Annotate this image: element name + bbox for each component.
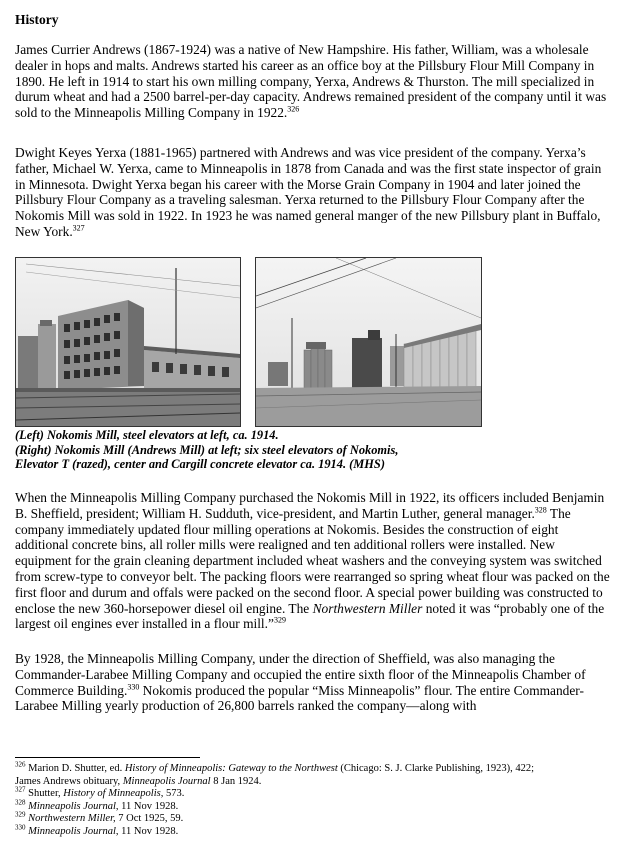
footnote-ref: 330 [127, 682, 140, 692]
footnote-text: 8 Jan 1924. [210, 775, 262, 787]
footnote-text: , 11 Nov 1928. [115, 800, 179, 812]
footnote-divider [15, 757, 200, 758]
paragraph-text: James Currier Andrews (1867-1924) was a native of New Hampshire. His father, William, was a wholesale dealer in hops and malts. Andrews started his career as an office boy at the Pillsbury Flour Mill Company in 1890. He left in 1914 to start his own milling company, Yerxa, Andrews & Thurston. The mill specialized in durum wheat and had a 2500 barrel-per-day capacity. Andrews remained president of the company until it was sold to the Minneapolis Milling Company in 1922. [15, 42, 607, 121]
footnote-title: Northwestern Miller, [28, 813, 116, 825]
footnote-number: 329 [15, 810, 26, 819]
footnote-text: , 11 Nov 1928. [115, 825, 179, 837]
footnote-text: (Chicago: S. J. Clarke Publishing, 1923), 422; [337, 763, 535, 774]
footnote-title: Minneapolis Journal [28, 800, 116, 812]
paragraph-minneapolis-milling [15, 490, 613, 632]
footnote [15, 798, 615, 814]
paragraph-text: The company immediately updated flour milling operations at Nokomis. Besides the construction of eight additional concrete bins, all roller mills were realigned and ten additional rollers were installed. New equipment for the grain cleaning department included wheat washers and the conveying system was switched from screw-type to conveyor belt. The packing floors were rearranged so spring wheat flour was packed on the first floor and durum and offals were packed on the second floor. A special power building was constructed to enclose the new 360-horsepower diesel oil engine. The [15, 505, 610, 616]
footnote [15, 760, 615, 776]
photo-nokomis-mill-left [15, 257, 241, 427]
footnote [15, 776, 615, 789]
footnote-ref: 328 [534, 505, 547, 515]
footnote-ref: 327 [72, 223, 85, 233]
footnote-number: 330 [15, 823, 26, 832]
footnote-ref: 329 [273, 615, 286, 625]
paragraph-text: When the Minneapolis Milling Company purchased the Nokomis Mill in 1922, its officers included Benjamin B. Sheffield, president; William H. Sudduth, vice-president, and Martin Luther, general manager. [15, 490, 605, 521]
paragraph-text: Nokomis produced the popular “Miss Minneapolis” flour. The entire Commander-Larabee Milling yearly production of 26,800 barrels ranked the company—along with [15, 682, 584, 714]
caption-line: Elevator T (razed), center and Cargill concrete elevator ca. 1914. (MHS) [15, 457, 385, 471]
footnote-text: Shutter, [25, 788, 64, 800]
footnote-number: 326 [15, 760, 26, 769]
footnote-number: 327 [15, 785, 26, 794]
paragraph-text: Dwight Keyes Yerxa (1881-1965) partnered with Andrews and was vice president of the company. Yerxa’s father, Michael W. Yerxa, came to Minneapolis in 1878 from Canada and was the first state inspector of grain in Minnesota. Dwight Yerxa began his career with the Morse Grain Company in 1904 and later joined the Pillsbury Flour Company as a traveling salesman. Yerxa returned to the Pillsbury Flour Company after the Nokomis Mill was sold in 1922. In 1923 he was named general manger of the new Pillsbury plant in Buffalo, New York. [15, 145, 602, 239]
section-heading: History [15, 12, 59, 27]
footnote [15, 785, 615, 801]
footnote-title: History of Minneapolis, [63, 788, 164, 800]
photo-caption [15, 428, 495, 472]
footnote [15, 810, 615, 826]
footnote-text: 7 Oct 1925, 59. [115, 813, 184, 825]
photo-nokomis-elevators-right [255, 257, 482, 427]
paragraph-text: noted it was “probably one of the largest oil engines ever installed in a flour mill.” [15, 600, 605, 632]
caption-line: (Left) Nokomis Mill, steel elevators at left, ca. 1914. [15, 428, 279, 442]
caption-line: (Right) Nokomis Mill (Andrews Mill) at left; six steel elevators of Nokomis, [15, 442, 399, 457]
paragraph-text: By 1928, the Minneapolis Milling Company, under the direction of Sheffield, was also managing the Commander-Larabee Milling Company and occupied the entire sixth floor of the Minneapolis Chamber of Commerce Building. [15, 651, 586, 698]
publication-title: Northwestern Miller [312, 600, 423, 616]
footnote-text: James Andrews obituary, [15, 775, 123, 787]
footnote-title: Minneapolis Journal [122, 775, 211, 787]
paragraph-andrews [15, 42, 613, 121]
footnote-ref: 326 [287, 104, 300, 114]
footnotes [15, 760, 615, 839]
footnote-title: History of Minneapolis: Gateway to the Northwest [124, 763, 338, 774]
footnote-number: 328 [15, 798, 26, 807]
footnote-text: 573. [163, 788, 185, 800]
footnote-text: Marion D. Shutter, ed. [25, 763, 125, 774]
footnote-title: Minneapolis Journal [28, 825, 116, 837]
footnote [15, 823, 615, 839]
paragraph-yerxa [15, 145, 613, 240]
paragraph-1928 [15, 651, 613, 714]
